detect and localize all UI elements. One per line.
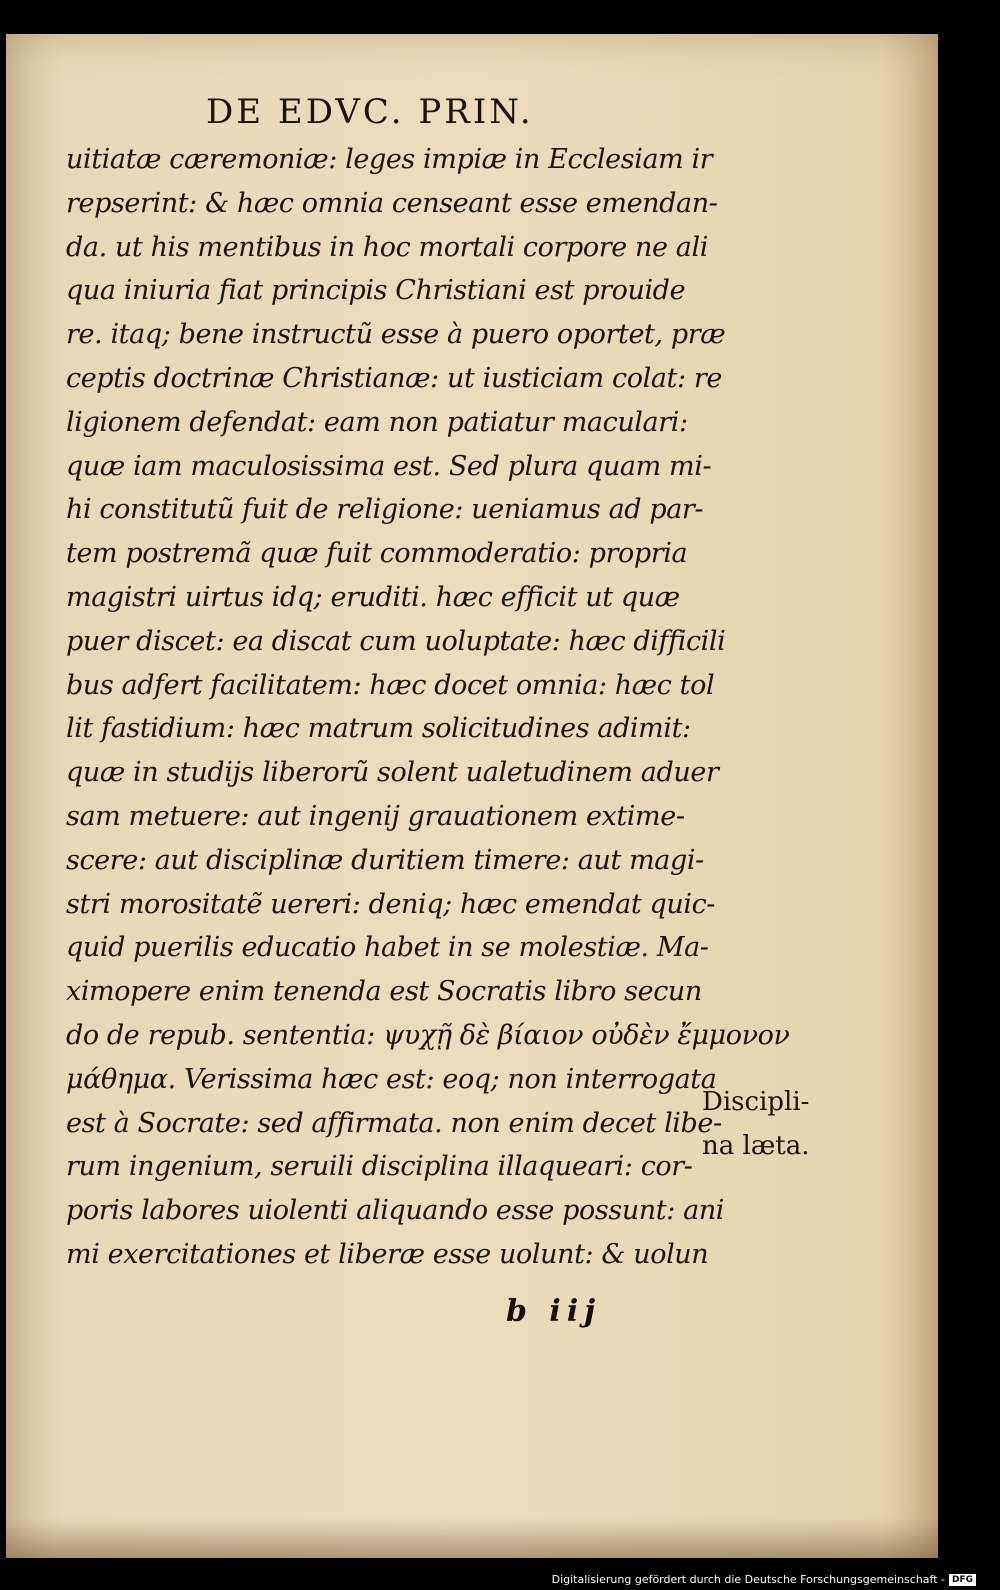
text-line: mi exercitationes et liberæ esse uolunt: & uolun [66, 1238, 709, 1270]
text-line: poris labores uiolenti aliquando esse possunt: ani [66, 1195, 725, 1227]
text-line: re. itaq; bene instructũ esse à puero oportet, præ [66, 319, 726, 351]
text-line: rum ingenium, seruili disciplina illaqueari: cor- [66, 1151, 693, 1183]
text-line: lit fastidium: hæc matrum solicitudines adimit: [66, 713, 691, 745]
text-line: repserint: & hæc omnia censeant esse emendan- [66, 187, 718, 219]
marginal-note [702, 1080, 809, 1168]
text-line: ceptis doctrinæ Christianæ: ut iusticiam colat: re [66, 362, 722, 394]
text-line: qua iniuria fiat principis Christiani est prouide [66, 275, 686, 307]
running-head: DE EDVC. PRIN. [206, 92, 534, 132]
marginal-note-line: Discipli- [702, 1087, 810, 1117]
text-line: quæ in studijs liberorũ solent ualetudinem aduer [66, 757, 719, 789]
signature-mark: b iij [506, 1294, 602, 1329]
text-line: scere: aut disciplinæ duritiem timere: aut magi- [66, 844, 704, 876]
text-line: μάθημα. Verissima hæc est: eoq; non interrogata [66, 1063, 717, 1095]
text-line: quæ iam maculosissima est. Sed plura quam mi- [66, 450, 712, 482]
dfg-logo: DFG [949, 1574, 976, 1586]
text-line: stri morositatẽ uereri: deniq; hæc emendat quic- [66, 888, 716, 920]
digitization-credit [552, 1573, 976, 1586]
text-line: hi constitutũ fuit de religione: ueniamus ad par- [66, 494, 704, 526]
text-line: sam metuere: aut ingenij grauationem extime- [66, 800, 685, 832]
text-line: ligionem defendat: eam non patiatur maculari: [66, 406, 688, 438]
text-line: tem postremã quæ fuit commoderatio: propria [66, 538, 688, 570]
credit-text: Digitalisierung gefördert durch die Deutsche Forschungsgemeinschaft - [551, 1573, 945, 1586]
page-shadow [6, 1518, 938, 1558]
text-line: da. ut his mentibus in hoc mortali corpore ne ali [66, 231, 708, 263]
text-line: magistri uirtus idq; eruditi. hæc efficit ut quæ [66, 581, 680, 613]
text-line: puer discet: ea discat cum uoluptate: hæc difficili [66, 625, 726, 657]
text-line: do de repub. sententia: ψυχῇ δὲ βίαιον οὐδὲν ἔμμονον [66, 1019, 790, 1051]
text-line: uitiatæ cæremoniæ: leges impiæ in Ecclesiam ir [66, 144, 713, 175]
book-page [6, 34, 938, 1558]
text-line: quid puerilis educatio habet in se molestiæ. Ma- [66, 932, 709, 964]
text-line: est à Socrate: sed affirmata. non enim decet libe- [66, 1107, 722, 1139]
marginal-note-line: na læta. [702, 1131, 810, 1161]
text-line: bus adfert facilitatem: hæc docet omnia: hæc tol [66, 669, 715, 701]
text-line: ximopere enim tenenda est Socratis libro secun [66, 976, 702, 1008]
